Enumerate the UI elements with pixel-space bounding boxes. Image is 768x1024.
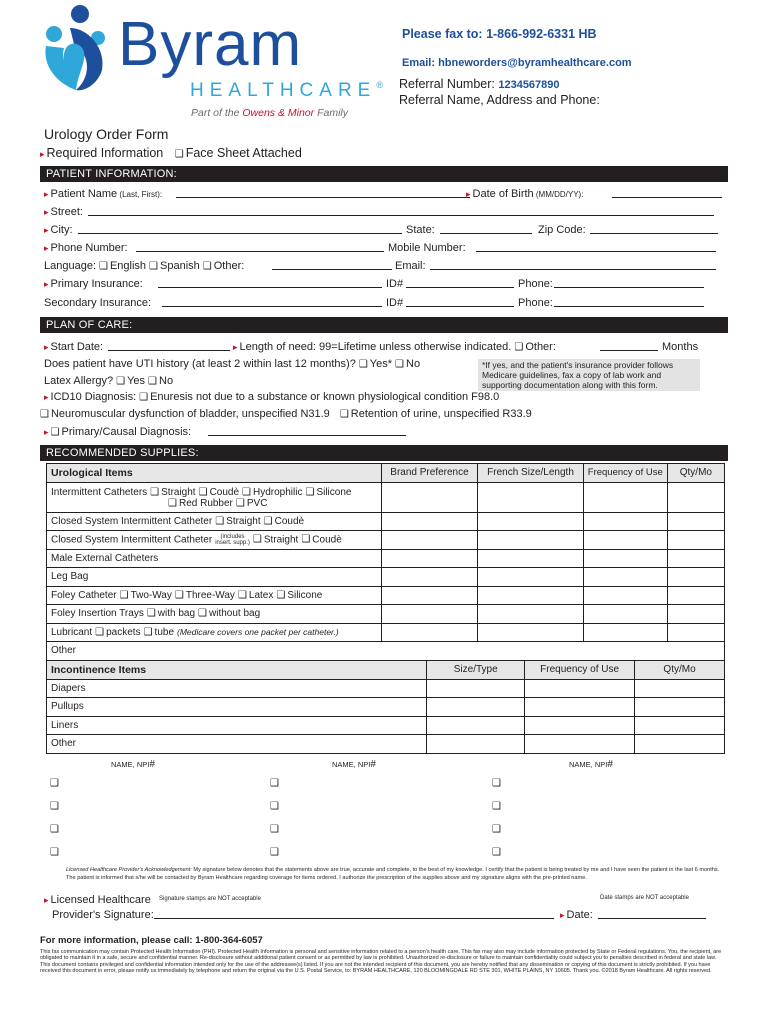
req-marker: ▸ <box>44 189 49 199</box>
brand-cell[interactable] <box>381 586 478 605</box>
fax-number: Please fax to: 1-866-992-6331 HB <box>402 27 597 41</box>
option-label: PVC <box>246 497 268 509</box>
required-label: Required Information <box>46 146 164 160</box>
table-row <box>47 679 725 698</box>
item-label: Intermittent Catheters <box>51 486 148 498</box>
uti-question: Does patient have UTI history (at least 2 within last 12 months)? <box>44 358 356 370</box>
table-row <box>47 482 725 512</box>
provider-acknowledgement <box>66 867 722 882</box>
city-row <box>44 224 728 240</box>
packets-checkbox[interactable]: ❑ <box>95 626 105 638</box>
phone-row <box>44 242 728 258</box>
silicone-checkbox[interactable]: ❑ <box>305 486 315 498</box>
table-row <box>47 605 725 624</box>
urological-header-row <box>47 464 725 483</box>
npi-hash: # <box>370 759 376 770</box>
referral-number-value: 1234567890 <box>498 79 560 91</box>
npi-label-text: NAME, NPI <box>111 760 150 769</box>
form-legend <box>40 146 302 160</box>
signature-stamp-note: Signature stamps are NOT acceptable <box>159 896 261 902</box>
req-marker: ▸ <box>44 225 49 235</box>
order-email: Email: hbneworders@byramhealthcare.com <box>402 57 632 69</box>
table-row <box>47 698 725 717</box>
option-label: Silicone <box>316 486 352 498</box>
email-label: Email: <box>395 260 426 272</box>
size-cell[interactable] <box>478 549 584 568</box>
date-label: Date: <box>566 909 593 921</box>
npi-hash: # <box>149 759 155 770</box>
incontinence-header-row <box>47 661 725 680</box>
secondary-phone-field[interactable] <box>554 297 704 307</box>
table-row <box>47 586 725 605</box>
intermittent-catheters-cell <box>47 482 382 512</box>
brand-cell[interactable] <box>381 531 478 550</box>
phone-label: Phone Number: <box>50 242 128 254</box>
provider-column-2 <box>270 772 279 864</box>
npi-label-2 <box>332 759 376 770</box>
uti-no-checkbox[interactable]: ❑ <box>395 359 404 370</box>
other-inc-cell: Other <box>47 735 427 754</box>
foley-trays-cell <box>47 605 382 624</box>
referral-name: Referral Name, Address and Phone: <box>399 93 600 107</box>
table-row <box>47 735 725 754</box>
latex-no-label: No <box>159 375 174 387</box>
table-row <box>47 623 725 642</box>
secondary-phone-label: Phone: <box>518 297 553 309</box>
form-title: Urology Order Form <box>44 126 169 142</box>
provider-column-3 <box>492 772 501 864</box>
frequency-cell[interactable] <box>525 679 635 698</box>
leg-bag-cell: Leg Bag <box>47 568 382 587</box>
size-cell[interactable] <box>478 531 584 550</box>
silicone-checkbox[interactable]: ❑ <box>276 589 286 601</box>
qty-cell[interactable] <box>667 531 724 550</box>
req-marker: ▸ <box>233 342 238 352</box>
npi-label-3 <box>569 759 613 770</box>
primary-diagnosis-row <box>44 426 728 442</box>
face-sheet-checkbox[interactable]: ❑ <box>174 149 184 160</box>
col-size-type: Size/Type <box>427 661 525 680</box>
patient-name-hint: (Last, First): <box>117 190 163 199</box>
option-label: Latex <box>248 589 274 601</box>
primary-diagnosis-label: Primary/Causal Diagnosis: <box>61 426 192 438</box>
referral-number <box>399 77 560 91</box>
foley-catheter-cell <box>47 586 382 605</box>
retention-label: Retention of urine, unspecified R33.9 <box>350 408 532 420</box>
latex-yes-label: Yes <box>127 375 146 387</box>
option-label: Hydrophilic <box>253 486 303 498</box>
dob-label: Date of Birth <box>472 188 534 200</box>
three-way-checkbox[interactable]: ❑ <box>174 589 184 601</box>
table-row <box>47 512 725 531</box>
frequency-cell[interactable] <box>583 512 667 531</box>
length-other-checkbox[interactable]: ❑ <box>514 342 524 353</box>
enuresis-checkbox[interactable]: ❑ <box>139 392 149 403</box>
secondary-insurance-label: Secondary Insurance: <box>44 297 152 309</box>
item-label: Closed System Intermittent Catheter <box>51 515 213 527</box>
straight-checkbox[interactable]: ❑ <box>215 515 225 527</box>
req-marker: ▸ <box>44 392 49 402</box>
licensed-label: Licensed Healthcare <box>50 894 151 906</box>
req-marker: ▸ <box>466 189 471 199</box>
required-marker: ▸ <box>40 149 45 159</box>
city-field[interactable] <box>78 224 402 234</box>
col-french-size: French Size/Length <box>478 464 584 483</box>
primary-phone-field[interactable] <box>554 278 704 288</box>
secondary-id-label: ID# <box>386 297 404 309</box>
provider-signature-label: Provider's Signature: <box>52 909 154 921</box>
street-label: Street: <box>50 206 83 218</box>
uti-yes-label: Yes* <box>369 358 393 370</box>
brand-sub-text: HEALTHCARE <box>190 80 377 101</box>
col-urological-items: Urological Items <box>47 464 382 483</box>
red-rubber-checkbox[interactable]: ❑ <box>168 497 177 509</box>
table-row <box>47 568 725 587</box>
start-date-label: Start Date: <box>50 341 104 353</box>
option-label: tube <box>154 626 175 638</box>
closed-system-supp-cell <box>47 531 382 550</box>
plan-of-care-bar: PLAN OF CARE: <box>40 317 728 333</box>
other-uro-cell: Other <box>47 642 382 661</box>
req-marker: ▸ <box>44 895 49 905</box>
recommended-supplies-bar: RECOMMENDED SUPPLIES: <box>40 445 728 461</box>
state-label: State: <box>406 224 435 236</box>
language-label: Language: <box>44 260 96 272</box>
provider-checkbox[interactable]: ❑ <box>492 801 501 812</box>
qty-cell[interactable] <box>667 482 724 512</box>
street-row <box>44 206 728 222</box>
includes-note <box>215 534 250 546</box>
npi-label-text: NAME, NPI <box>569 760 608 769</box>
urological-items-table <box>46 463 725 661</box>
size-cell[interactable] <box>427 679 525 698</box>
primary-diagnosis-checkbox[interactable]: ❑ <box>50 427 60 438</box>
coude-checkbox[interactable]: ❑ <box>198 486 208 498</box>
npi-label-text: NAME, NPI <box>332 760 371 769</box>
primary-phone-label: Phone: <box>518 278 553 290</box>
frequency-cell[interactable] <box>583 605 667 624</box>
table-row <box>47 642 725 661</box>
liners-cell: Liners <box>47 716 427 735</box>
neuro-checkbox[interactable]: ❑ <box>40 409 49 420</box>
qty-cell[interactable] <box>635 679 725 698</box>
req-marker: ▸ <box>44 243 49 253</box>
patient-name-field[interactable] <box>176 188 470 198</box>
state-field[interactable] <box>440 224 532 234</box>
option-label: Coudè <box>274 515 305 527</box>
provider-signature-row <box>52 909 732 925</box>
provider-checkbox[interactable]: ❑ <box>50 824 59 835</box>
length-other-label: Other: <box>525 341 556 353</box>
english-checkbox[interactable]: ❑ <box>99 261 108 272</box>
brand-name: Byram <box>118 10 303 79</box>
other-language-field[interactable] <box>272 260 392 270</box>
frequency-cell[interactable] <box>525 735 635 754</box>
req-marker: ▸ <box>560 910 565 920</box>
req-marker: ▸ <box>44 342 49 352</box>
family-company: Owens & Minor <box>242 107 315 119</box>
start-date-field[interactable] <box>108 341 230 351</box>
brand-cell[interactable] <box>381 549 478 568</box>
retention-checkbox[interactable]: ❑ <box>339 409 349 420</box>
secondary-insurance-field[interactable] <box>162 297 382 307</box>
neuro-label: Neuromuscular dysfunction of bladder, unspecified N31.9 <box>50 408 330 420</box>
option-label: with bag <box>157 608 196 620</box>
uti-no-label: No <box>406 358 421 370</box>
other-uro-field[interactable] <box>381 642 724 661</box>
brand-reg: ® <box>376 80 383 90</box>
zip-field[interactable] <box>590 224 718 234</box>
includes-line2: insert. supp.) <box>215 539 250 546</box>
option-label: packets <box>106 626 141 638</box>
date-field[interactable] <box>598 909 706 919</box>
frequency-cell[interactable] <box>525 716 635 735</box>
option-label: Straight <box>263 534 299 546</box>
size-cell[interactable] <box>478 586 584 605</box>
item-label: Foley Insertion Trays <box>51 608 144 620</box>
brand-cell[interactable] <box>381 512 478 531</box>
option-label: Silicone <box>287 589 323 601</box>
straight-checkbox[interactable]: ❑ <box>150 486 160 498</box>
pullups-cell: Pullups <box>47 698 427 717</box>
col-inc-qty: Qty/Mo <box>635 661 725 680</box>
family-suffix: Family <box>314 107 348 119</box>
size-cell[interactable] <box>427 716 525 735</box>
req-marker: ▸ <box>44 207 49 217</box>
option-label: Three-Way <box>185 589 235 601</box>
qty-cell[interactable] <box>667 586 724 605</box>
mobile-field[interactable] <box>476 242 716 252</box>
col-incontinence-items: Incontinence Items <box>47 661 427 680</box>
option-label: Coudè <box>209 486 240 498</box>
email-field[interactable] <box>430 260 716 270</box>
col-inc-frequency: Frequency of Use <box>525 661 635 680</box>
primary-id-label: ID# <box>386 278 404 290</box>
straight-checkbox[interactable]: ❑ <box>252 534 262 546</box>
provider-checkbox[interactable]: ❑ <box>270 801 279 812</box>
secondary-insurance-row <box>44 297 728 313</box>
spanish-label: Spanish <box>160 260 200 272</box>
frequency-cell[interactable] <box>583 531 667 550</box>
provider-checkbox[interactable]: ❑ <box>270 778 279 789</box>
provider-checkbox[interactable]: ❑ <box>270 824 279 835</box>
req-marker: ▸ <box>44 427 49 437</box>
option-label: Straight <box>161 486 196 498</box>
incontinence-items-table <box>46 660 725 754</box>
brand-cell[interactable] <box>381 623 478 642</box>
months-label: Months <box>662 341 699 353</box>
provider-checkbox[interactable]: ❑ <box>492 847 501 858</box>
latex-checkbox[interactable]: ❑ <box>237 589 247 601</box>
frequency-cell[interactable] <box>583 549 667 568</box>
icd-label: ICD10 Diagnosis: <box>50 391 137 403</box>
brand-cell[interactable] <box>381 482 478 512</box>
primary-insurance-row <box>44 278 728 294</box>
frequency-cell[interactable] <box>583 568 667 587</box>
neuro-row <box>40 408 728 424</box>
qty-cell[interactable] <box>635 716 725 735</box>
qty-cell[interactable] <box>667 568 724 587</box>
patient-name-label: Patient Name <box>50 188 118 200</box>
brand-cell[interactable] <box>381 605 478 624</box>
date-stamp-note: Date stamps are NOT acceptable <box>600 895 689 901</box>
dob-field[interactable] <box>612 188 722 198</box>
npi-hash: # <box>607 759 613 770</box>
primary-diagnosis-field[interactable] <box>208 426 406 436</box>
other-language-label: Other: <box>213 260 245 272</box>
col-brand-preference: Brand Preference <box>381 464 478 483</box>
family-logo-icon <box>40 4 112 96</box>
uti-note: *If yes, and the patient's insurance provider follows Medicare guidelines, fax a copy of lab work and supporting documentation along with this form. <box>478 359 700 391</box>
provider-checkbox[interactable]: ❑ <box>270 847 279 858</box>
frequency-cell[interactable] <box>583 623 667 642</box>
city-label: City: <box>50 224 73 236</box>
language-row <box>44 260 728 276</box>
two-way-checkbox[interactable]: ❑ <box>119 589 129 601</box>
confidentiality-notice: This fax communication may contain Protected Health Information (PHI). Protected Health Information is personal and sensitive information related to a person's health care. This fax may also may include information protected by State or Federal regulations. You, the recipient, are obligated to maintain it in a safe, secure and confidential manner. Re-disclosure without additional patient consent or as permitted by law is prohibited. Unauthorized re-disclosure or failure to maintain confidentiality could subject you to penalties described in federal and state law. This document contains privileged and confidential information intended only for the use of the addressee(s) listed. If you are not the intended recipient of this document, you are hereby notified that any dissemination or copying of this document is strictly prohibited. If you have received this document in error, please notify us immediately by telephone and return the original via the U.S. Postal Service, to: BYRAM HEALTHCARE, 120 BLOOMINGDALE RD STE 301, WHITE PLAINS, NY 10605. Thank you. ©2018 Byram Healthcare. All rights reserved. <box>40 949 722 975</box>
coude-checkbox[interactable]: ❑ <box>301 534 311 546</box>
provider-column-1 <box>50 772 59 864</box>
secondary-id-field[interactable] <box>406 297 514 307</box>
street-field[interactable] <box>88 206 714 216</box>
provider-checkbox[interactable]: ❑ <box>50 847 59 858</box>
coude-checkbox[interactable]: ❑ <box>263 515 273 527</box>
option-label: Red Rubber <box>178 497 233 509</box>
tube-checkbox[interactable]: ❑ <box>143 626 153 638</box>
closed-system-cell <box>47 512 382 531</box>
req-marker: ▸ <box>44 279 49 289</box>
brand-family <box>191 107 348 119</box>
includes-line1: (includes <box>220 533 245 540</box>
latex-yes-checkbox[interactable]: ❑ <box>116 376 126 387</box>
table-row <box>47 716 725 735</box>
npi-label-1 <box>111 759 155 770</box>
col-frequency: Frequency of Use <box>583 464 667 483</box>
size-cell[interactable] <box>478 623 584 642</box>
qty-cell[interactable] <box>667 549 724 568</box>
table-row <box>47 549 725 568</box>
latex-row <box>44 375 468 391</box>
face-sheet-label: Face Sheet Attached <box>185 146 302 160</box>
ack-text: My signature below denotes that the statements above are true, accurate and complete, to the best of my knowledge. I certify that the patient is being treated by me and I have seen the patient in the last 6 months. The patient is informed that s/he will be contacted by Byram Healthcare regarding coverage for items ordered. I authorize the prescription of the supplies above and my signature aligns with the pre-printed name. <box>66 867 720 881</box>
table-row <box>47 531 725 550</box>
size-cell[interactable] <box>478 512 584 531</box>
phone-field[interactable] <box>136 242 384 252</box>
option-label: Coudè <box>312 534 342 546</box>
latex-no-checkbox[interactable]: ❑ <box>148 376 157 387</box>
item-label: Foley Catheter <box>51 589 117 601</box>
brand-cell[interactable] <box>381 568 478 587</box>
qty-cell[interactable] <box>635 735 725 754</box>
patient-name-row <box>44 188 728 204</box>
patient-info-bar: PATIENT INFORMATION: <box>40 166 728 182</box>
spanish-checkbox[interactable]: ❑ <box>149 261 159 272</box>
size-cell[interactable] <box>478 605 584 624</box>
length-other-field[interactable] <box>600 341 658 351</box>
item-label: Lubricant <box>51 626 93 638</box>
qty-cell[interactable] <box>667 605 724 624</box>
qty-cell[interactable] <box>667 623 724 642</box>
size-cell[interactable] <box>478 482 584 512</box>
hydrophilic-checkbox[interactable]: ❑ <box>242 486 251 498</box>
mobile-label: Mobile Number: <box>388 242 466 254</box>
provider-checkbox[interactable]: ❑ <box>492 824 501 835</box>
frequency-cell[interactable] <box>583 586 667 605</box>
info-phone: For more information, please call: 1-800-364-6057 <box>40 935 263 946</box>
option-label: without bag <box>209 608 261 620</box>
latex-label: Latex Allergy? <box>44 375 114 387</box>
enuresis-label: Enuresis not due to a substance or known physiological condition F98.0 <box>150 391 500 403</box>
lubricant-note: (Medicare covers one packet per catheter.) <box>177 626 339 637</box>
provider-checkbox[interactable]: ❑ <box>50 801 59 812</box>
option-label: Straight <box>226 515 261 527</box>
diapers-cell: Diapers <box>47 679 427 698</box>
referral-number-label: Referral Number: <box>399 77 499 91</box>
provider-signature-field[interactable] <box>154 909 554 919</box>
without-bag-checkbox[interactable]: ❑ <box>198 608 207 620</box>
uti-yes-checkbox[interactable]: ❑ <box>358 359 368 370</box>
primary-id-field[interactable] <box>406 278 514 288</box>
english-label: English <box>109 260 147 272</box>
brand-sub <box>190 80 383 102</box>
provider-checkbox[interactable]: ❑ <box>492 778 501 789</box>
byram-logo <box>40 2 390 120</box>
frequency-cell[interactable] <box>525 698 635 717</box>
with-bag-checkbox[interactable]: ❑ <box>146 608 156 620</box>
primary-insurance-field[interactable] <box>158 278 382 288</box>
frequency-cell[interactable] <box>583 482 667 512</box>
item-label: Closed System Intermittent Catheter <box>51 534 213 546</box>
size-cell[interactable] <box>427 698 525 717</box>
start-date-row <box>44 341 728 357</box>
option-label: Two-Way <box>130 589 172 601</box>
primary-insurance-label: Primary Insurance: <box>50 278 143 290</box>
size-cell[interactable] <box>427 735 525 754</box>
male-external-cell: Male External Catheters <box>47 549 382 568</box>
icd-row <box>44 391 728 407</box>
family-prefix: Part of the <box>191 107 243 119</box>
qty-cell[interactable] <box>667 512 724 531</box>
size-cell[interactable] <box>478 568 584 587</box>
provider-checkbox[interactable]: ❑ <box>50 778 59 789</box>
lubricant-cell <box>47 623 382 642</box>
pvc-checkbox[interactable]: ❑ <box>235 497 245 509</box>
zip-label: Zip Code: <box>538 224 586 236</box>
licensed-healthcare <box>44 894 151 906</box>
col-qty: Qty/Mo <box>667 464 724 483</box>
length-of-need-label: Length of need: 99=Lifetime unless otherwise indicated. <box>239 341 512 353</box>
dob-hint: (MM/DD/YY): <box>533 190 584 199</box>
other-language-checkbox[interactable]: ❑ <box>202 261 212 272</box>
qty-cell[interactable] <box>635 698 725 717</box>
ack-title: Licensed Healthcare Provider's Acknowledgement: <box>66 867 192 873</box>
